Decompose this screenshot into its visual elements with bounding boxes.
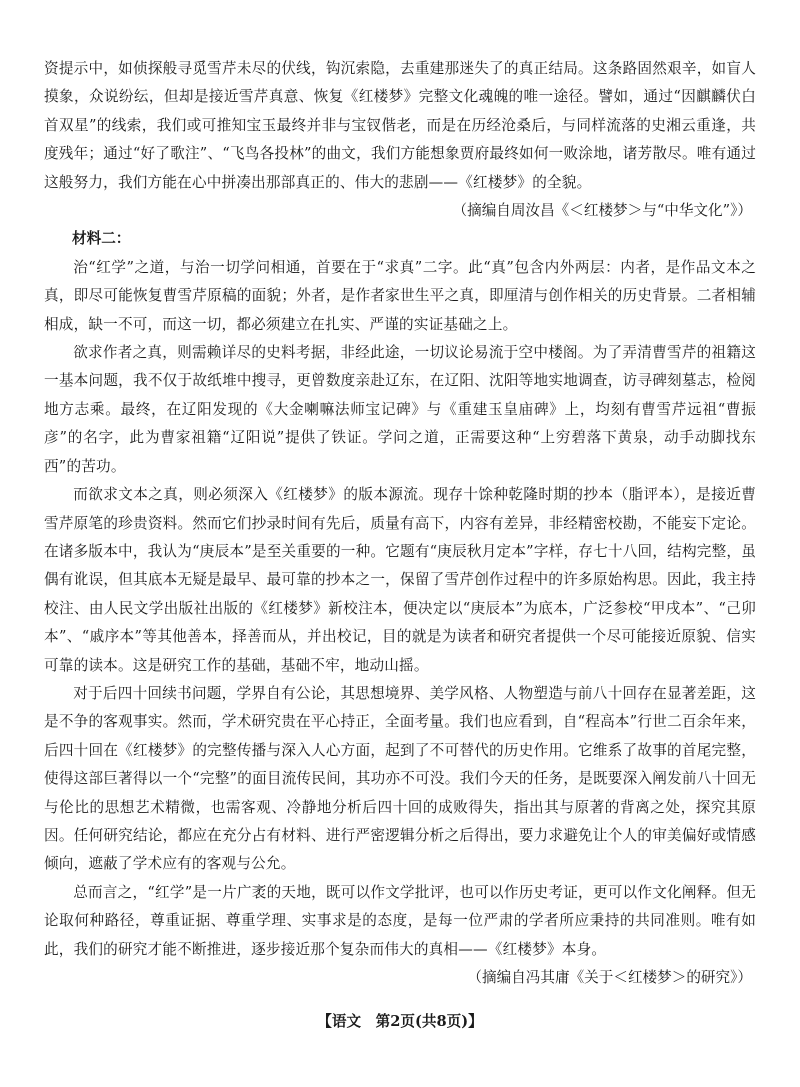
material-two-paragraph-2: 欲求作者之真，则需赖详尽的史料考据，非经此途，一切议论易流于空中楼阁。为了弄清曹雪芹的祖籍这一基本问题，我不仅于故纸堆中搜寻，更曾数度亲赴辽东，在辽阳、沈阳等地实地调查，访寻碑刻墓志，检阅地方志乘。最终，在辽阳发现的《大金喇嘛法师宝记碑》与《重建玉皇庙碑》上，均刻有曹雪芹远祖“曹振彦”的名字，此为曹家祖籍“辽阳说”提供了铁证。学问之道，正需要这种“上穷碧落下黄泉，动手动脚找东西”的苦功。 (44, 344, 756, 475)
page-footer: 【语文 第2页(共8页)】 (317, 1013, 483, 1030)
material-two-source: （摘编自冯其庸《关于＜红楼梦＞的研究》） (467, 969, 752, 986)
material-one-source: （摘编自周汝昌《＜红楼梦＞与“中华文化”》） (452, 202, 752, 220)
material-two-paragraph-1: 治“红学”之道，与治一切学问相通，首要在于“求真”二字。此“真”包含内外两层：内者，是作品文本之真，即尽可能恢复曹雪芹原稿的面貌；外者，是作者家世生平之真，即厘清与创作相关的历史背景。二者相辅相成，缺一不可，而这一切，都必须建立在扎实、严谨的实证基础之上。 (44, 258, 756, 333)
material-two-heading: 材料二： (72, 230, 131, 248)
document-body (44, 55, 756, 992)
material-two-paragraph-5: 总而言之，“红学”是一片广袤的天地，既可以作文学批评，也可以作历史考证，更可以作文化阐释。但无论取何种路径，尊重证据、尊重学理、实事求是的态度，是每一位严肃的学者所应秉持的共同准则。唯有如此，我们的研究才能不断推进，逐步接近那个复杂而伟大的真相——《红楼梦》本身。 (44, 883, 756, 958)
material-two-paragraph-3: 而欲求文本之真，则必须深入《红楼梦》的版本源流。现存十馀种乾隆时期的抄本（脂评本），是接近曹雪芹原笔的珍贵资料。然而它们抄录时间有先后，质量有高下，内容有差异，非经精密校勘，不能妄下定论。在诸多版本中，我认为“庚辰本”是至关重要的一种。它题有“庚辰秋月定本”字样，存七十八回，结构完整，虽偶有讹误，但其底本无疑是最早、最可靠的抄本之一，保留了雪芹创作过程中的许多原始构思。因此，我主持校注、由人民文学出版社出版的《红楼梦》新校注本，便决定以“庚辰本”为底本，广泛参校“甲戌本”、“己卯本”、“戚序本”等其他善本，择善而从，并出校记，目的就是为读者和研究者提供一个尽可能接近原貌、信实可靠的读本。这是研究工作的基础，基础不牢，地动山摇。 (44, 486, 756, 674)
material-two-paragraph-4: 对于后四十回续书问题，学界自有公论，其思想境界、美学风格、人物塑造与前八十回存在显著差距，这是不争的客观事实。然而，学术研究贵在平心持正，全面考量。我们也应看到，自“程高本”行世二百余年来，后四十回在《红楼梦》的完整传播与深入人心方面，起到了不可替代的历史作用。它维系了故事的首尾完整，使得这部巨著得以一个“完整”的面目流传民间，其功亦不可没。我们今天的任务，是既要深入阐发前八十回无与伦比的思想艺术精微，也需客观、冷静地分析后四十回的成败得失，指出其与原著的背离之处，探究其原因。任何研究结论，都应在充分占有材料、进行严密逻辑分析之后得出，要力求避免让个人的审美偏好或情感倾向，遮蔽了学术应有的客观与公允。 (44, 684, 756, 873)
material-one-paragraph: 资提示中，如侦探般寻觅雪芹未尽的伏线，钩沉索隐，去重建那迷失了的真正结局。这条路固然艰辛，如盲人摸象，众说纷纭，但却是接近雪芹真意、恢复《红楼梦》完整文化魂魄的唯一途径。譬如，通过“因麒麟伏白首双星”的线索，我们或可推知宝玉最终并非与宝钗偕老，而是在历经沧桑后，与同样流落的史湘云重逢，共度残年；通过“好了歌注”、“飞鸟各投林”的曲文，我们方能想象贾府最终如何一败涂地，诸芳散尽。唯有通过这般努力，我们方能在心中拼凑出那部真正的、伟大的悲剧——《红楼梦》的全貌。 (44, 60, 756, 191)
